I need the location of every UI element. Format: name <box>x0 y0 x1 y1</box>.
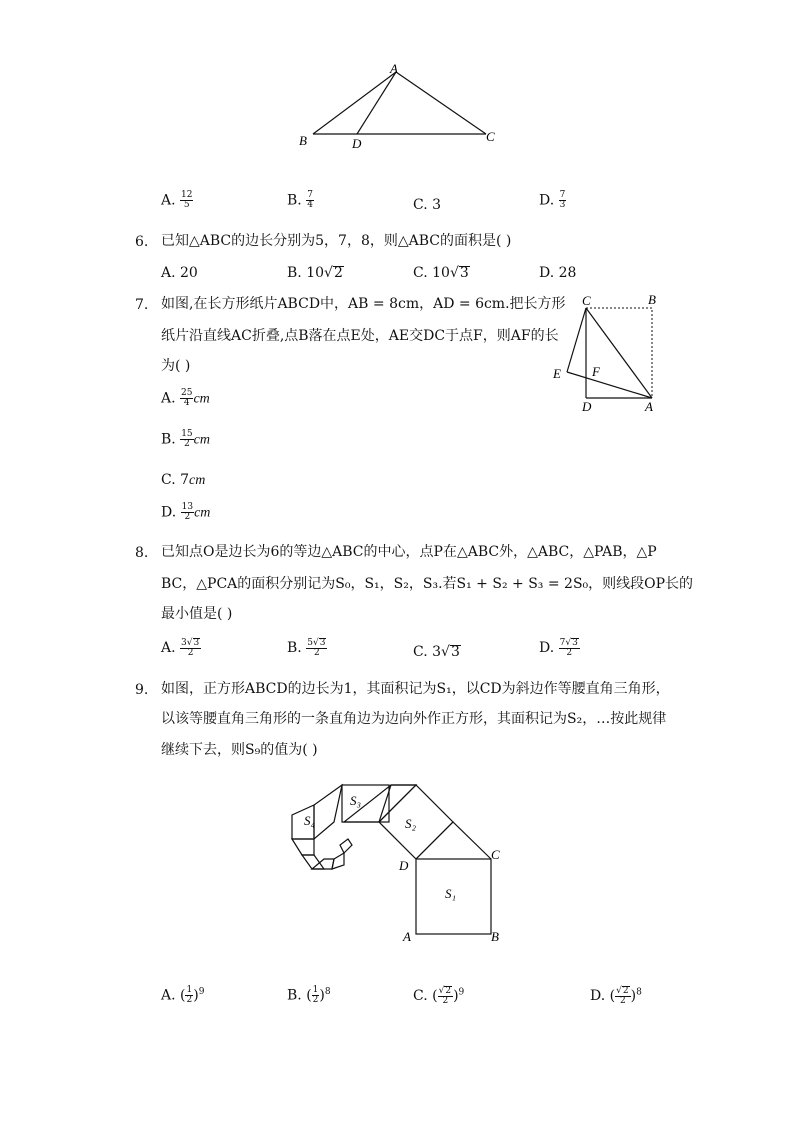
q8-number: 8. <box>135 545 149 561</box>
q7-label-c: C <box>582 293 591 308</box>
q7-number: 7. <box>135 297 149 313</box>
q9-label-s3: S₃ <box>350 793 362 808</box>
q7-label-a: A <box>645 399 653 414</box>
q6-number: 6. <box>135 234 149 250</box>
q7-label-d: D <box>582 399 592 414</box>
q8-option-b[interactable]: B. $\frac{5√3}{2}$ <box>287 638 326 658</box>
q8-option-a[interactable]: A. $\frac{3√3}{2}$ <box>161 638 200 658</box>
q5-triangle-figure <box>290 58 510 154</box>
q9-option-b[interactable]: B. ( $\frac{1}{2}$ )$^8$ <box>287 985 331 1005</box>
q5-option-d[interactable]: D. $\frac{7}{3}$ <box>539 190 566 210</box>
q7-label-e: E <box>553 366 561 381</box>
q7-option-c[interactable]: C. 7cm <box>161 472 206 488</box>
q6-option-a[interactable]: A. 20 <box>161 265 198 281</box>
q8-line2: BC，△PCA的面积分别记为S₀，S₁，S₂，S₃.若S₁ + S₂ + S₃ = 2S₀，则线段OP长的 <box>161 576 694 592</box>
q9-squares-figure <box>280 775 520 950</box>
q5-label-d: D <box>352 136 362 151</box>
q6-option-c[interactable]: C. 10√3 <box>413 265 469 281</box>
q8-line1: 已知点O是边长为6的等边△ABC的中心，点P在△ABC外，△ABC，△PAB，△P <box>161 544 657 560</box>
q5-option-a[interactable]: A. $\frac{12}{5}$ <box>161 190 193 210</box>
q8-option-c[interactable]: C. 3√3 <box>413 644 460 660</box>
q5-option-b[interactable]: B. $\frac{7}{4}$ <box>287 190 313 210</box>
q5-label-c: C <box>486 129 495 144</box>
q6-option-d[interactable]: D. 28 <box>539 265 577 281</box>
q8-option-d[interactable]: D. $\frac{7√3}{2}$ <box>539 638 578 658</box>
q7-rectangle-figure <box>548 290 668 415</box>
q9-option-c[interactable]: C. ( $\frac{√2}{2}$ )$^9$ <box>413 986 465 1006</box>
q9-option-a[interactable]: A. ( $\frac{1}{2}$ )$^9$ <box>161 985 205 1005</box>
q5-option-c[interactable]: C. 3 <box>413 197 442 213</box>
q9-label-s2: S₂ <box>405 816 417 831</box>
q9-line3: 继续下去，则S₉的值为( ) <box>161 742 318 758</box>
q7-line2: 纸片沿直线AC折叠,点B落在点E处，AE交DC于点F，则AF的长 <box>161 328 559 344</box>
q7-option-a[interactable]: A. $\frac{25}{4}$ cm <box>161 388 210 408</box>
q6-stem: 已知△ABC的边长分别为5，7，8，则△ABC的面积是( ) <box>161 233 512 249</box>
q7-line3: 为( ) <box>161 358 191 374</box>
q5-label-b: B <box>299 133 307 148</box>
q9-label-d: D <box>399 858 409 873</box>
q7-option-b[interactable]: B. $\frac{15}{2}$ cm <box>161 429 210 449</box>
q7-option-d[interactable]: D. $\frac{13}{2}$ cm <box>161 502 211 522</box>
q9-line1: 如图，正方形ABCD的边长为1，其面积记为S₁，以CD为斜边作等腰直角三角形， <box>161 681 670 697</box>
q7-label-f: F <box>592 364 600 379</box>
q9-label-s4: S₄ <box>304 813 316 828</box>
q9-option-d[interactable]: D. ( $\frac{√2}{2}$ )$^8$ <box>590 986 642 1006</box>
q9-line2: 以该等腰直角三角形的一条直角边为边向外作正方形，其面积记为S₂，…按此规律 <box>161 711 667 727</box>
q7-label-b: B <box>648 292 656 307</box>
q6-option-b[interactable]: B. 10√2 <box>287 265 343 281</box>
q5-label-a: A <box>390 61 398 76</box>
q8-line3: 最小值是( ) <box>161 606 233 622</box>
q7-line1: 如图,在长方形纸片ABCD中，AB = 8cm，AD = 6cm.把长方形 <box>161 296 566 312</box>
q9-label-c: C <box>491 847 500 862</box>
q9-label-a: A <box>403 929 411 944</box>
q9-number: 9. <box>135 682 149 698</box>
q9-label-b: B <box>491 929 499 944</box>
q9-label-s1: S₁ <box>445 886 457 901</box>
